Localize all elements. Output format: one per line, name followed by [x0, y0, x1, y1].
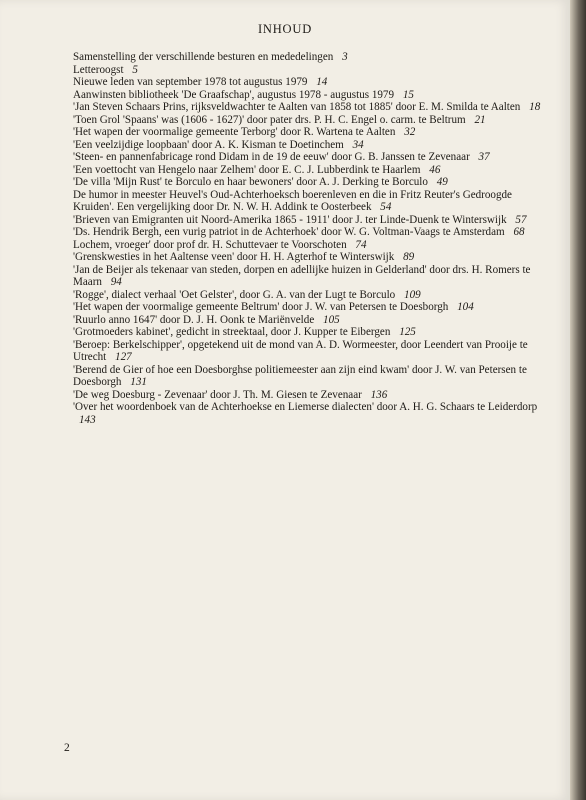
toc-entry: [73, 89, 553, 102]
toc-entry-title: 'Ruurlo anno 1647' door D. J. H. Oonk te Mariënvelde: [73, 313, 315, 326]
toc-entry-title: 'De villa 'Mijn Rust' te Borculo en haar bewoners' door A. J. Derking te Borculo: [73, 176, 428, 188]
toc-entry-title: 'Jan Steven Schaars Prins, rijksveldwachter te Aalten van 1858 tot 1885' door E. M. Smilda te Aalten: [73, 101, 521, 113]
toc-entry-title: 'Het wapen der voormalige gemeente Terborg' door R. Wartena te Aalten: [73, 126, 396, 138]
toc-entry: [73, 51, 553, 64]
toc-entry-page: 37: [478, 151, 490, 163]
toc-entry-title: 'De weg Doesburg - Zevenaar' door J. Th. M. Giesen te Zevenaar: [73, 388, 362, 401]
toc-entry: [73, 214, 553, 227]
toc-entry: [73, 176, 553, 189]
toc-entry-page: 94: [110, 276, 122, 288]
toc-entry-page: 15: [402, 88, 414, 101]
toc-entry-title: Lochem, vroeger' door prof dr. H. Schuttevaer te Voorschoten: [73, 238, 347, 251]
toc-entry-title: Letteroogst: [73, 63, 124, 76]
toc-entry: [73, 251, 553, 264]
toc-entry-title: Samenstelling der verschillende besturen en mededelingen: [73, 51, 334, 63]
toc-entry-page: 105: [323, 313, 340, 326]
toc-entry-page: 109: [404, 288, 421, 301]
toc-entry-page: 125: [399, 326, 416, 338]
toc-entry-title: 'Berend de Gier of hoe een Doesborghse politiemeester aan zijn eind kwam' door J. W. van Petersen te Doesborgh: [73, 363, 527, 388]
toc-entry: [73, 301, 553, 314]
toc-entry-title: 'Ds. Hendrik Bergh, een vurig patriot in de Achterhoek' door W. G. Voltman-Vaags te Amsterdam: [73, 226, 505, 238]
toc-entry-page: 131: [130, 376, 147, 388]
toc-entry-page: 143: [79, 413, 96, 426]
toc-entry-page: 3: [342, 51, 348, 63]
toc-entry: [73, 139, 553, 152]
toc-entry-title: 'Steen- en pannenfabricage rond Didam in de 19 de eeuw' door G. B. Janssen te Zevenaar: [73, 151, 470, 163]
toc-entry: [73, 364, 553, 389]
toc-entry-title: 'Grotmoeders kabinet', gedicht in streektaal, door J. Kupper te Eibergen: [73, 326, 391, 338]
table-of-contents: [73, 51, 553, 426]
toc-entry-page: 21: [474, 113, 486, 126]
toc-entry-page: 54: [380, 201, 392, 213]
toc-entry-page: 68: [513, 226, 525, 238]
toc-entry-page: 34: [352, 138, 364, 151]
toc-entry: [73, 189, 553, 214]
toc-entry: [73, 164, 553, 177]
toc-entry-page: 57: [515, 213, 527, 226]
toc-entry: [73, 114, 553, 127]
toc-entry-title: 'Beroep: Berkelschipper', opgetekend uit de mond van A. D. Wormeester, door Leendert van Prooije te Utrecht: [73, 338, 528, 363]
toc-entry: [73, 64, 553, 77]
toc-entry-title: 'Een veelzijdige loopbaan' door A. K. Kisman te Doetinchem: [73, 138, 344, 151]
toc-entry: [73, 151, 553, 164]
toc-entry: [73, 239, 553, 252]
toc-entry-page: 49: [436, 176, 448, 188]
toc-entry: [73, 339, 553, 364]
toc-entry-title: 'Over het woordenboek van de Achterhoekse en Liemerse dialecten' door A. H. G. Schaars te Leiderdorp: [73, 401, 538, 413]
toc-entry-page: 5: [132, 63, 138, 76]
toc-entry: [73, 101, 553, 114]
toc-entry: [73, 264, 553, 289]
toc-entry: [73, 401, 553, 426]
toc-entry-title: 'Rogge', dialect verhaal 'Oet Gelster', door G. A. van der Lugt te Borculo: [73, 288, 396, 301]
toc-entry-page: 127: [115, 351, 132, 363]
toc-entry-page: 89: [403, 251, 415, 263]
toc-entry-title: 'Jan de Beijer als tekenaar van steden, dorpen en adellijke huizen in Gelderland' door drs. H. Romers te Maarn: [73, 263, 531, 288]
toc-entry-title: Aanwinsten bibliotheek 'De Graafschap', augustus 1978 - augustus 1979: [73, 88, 395, 101]
toc-entry-title: 'Toen Grol 'Spaans' was (1606 - 1627)' door pater drs. P. H. C. Engel o. carm. te Beltrum: [73, 113, 466, 126]
toc-entry: [73, 226, 553, 239]
toc-entry-title: De humor in meester Heuvel's Oud-Achterhoeksch boerenleven en die in Fritz Reuter's Gedroogde Kruiden'. Een vergelijking door Dr. N. W. H. Addink te Oosterbeek: [73, 188, 512, 213]
toc-entry-title: Nieuwe leden van september 1978 tot augustus 1979: [73, 76, 308, 88]
toc-entry-title: 'Grenskwesties in het Aaltense veen' door H. H. Agterhof te Winterswijk: [73, 251, 395, 263]
toc-entry-title: 'Brieven van Emigranten uit Noord-Amerika 1865 - 1911' door J. ter Linde-Duenk te Winterswijk: [73, 213, 507, 226]
toc-entry: [73, 314, 553, 327]
page-number: 2: [64, 742, 70, 754]
toc-entry-page: 46: [429, 163, 441, 176]
toc-entry: [73, 389, 553, 402]
book-binding: [570, 0, 586, 800]
toc-entry-page: 136: [370, 388, 388, 401]
toc-entry: [73, 76, 553, 89]
toc-entry: [73, 289, 553, 302]
toc-entry-page: 74: [355, 238, 367, 251]
toc-entry-page: 18: [529, 101, 541, 113]
toc-entry-page: 104: [457, 301, 474, 313]
toc-entry: [73, 326, 553, 339]
toc-entry-page: 14: [316, 76, 328, 88]
page-heading: INHOUD: [257, 22, 313, 36]
toc-entry-title: 'Het wapen der voormalige gemeente Beltrum' door J. W. van Petersen te Doesborgh: [73, 301, 449, 313]
toc-entry-page: 32: [404, 126, 416, 138]
toc-entry-title: 'Een voettocht van Hengelo naar Zelhem' door E. C. J. Lubberdink te Haarlem: [73, 163, 421, 176]
toc-entry: [73, 126, 553, 139]
